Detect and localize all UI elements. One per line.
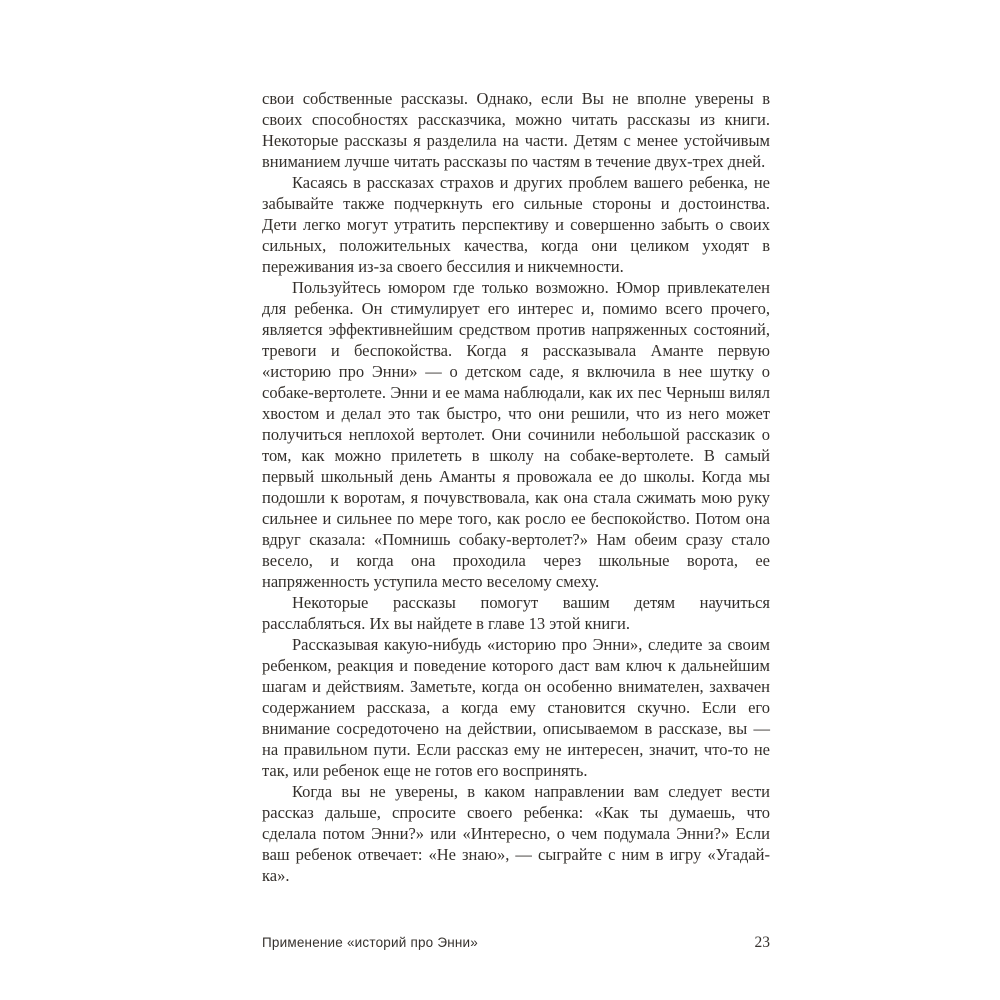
- page-footer: [262, 934, 770, 952]
- paragraph: Некоторые рассказы помогут вашим детям научиться расслабляться. Их вы найдете в главе 13 этой книги.: [262, 593, 770, 633]
- paragraph: Рассказывая какую-нибудь «историю про Энни», следите за своим ребенком, реакция и поведение которого даст вам ключ к дальнейшим шагам и действиям. Заметьте, когда он особенно внимателен, захвачен содержанием рассказа, а когда ему становится скучно. Если его внимание сосредоточено на действии, описываемом в рассказе, вы — на правильном пути. Если рассказ ему не интересен, значит, что-то не так, или ребенок еще не готов его воспринять.: [262, 635, 770, 780]
- paragraph: свои собственные рассказы. Однако, если Вы не вполне уверены в своих способностях рассказчика, можно читать рассказы из книги. Некоторые рассказы я разделила на части. Детям с менее устойчивым вниманием лучше читать рассказы по частям в течение двух-трех дней.: [262, 89, 770, 171]
- paragraph: Пользуйтесь юмором где только возможно. Юмор привлекателен для ребенка. Он стимулирует его интерес и, помимо всего прочего, является эффективнейшим средством против напряженных состояний, тревоги и беспокойства. Когда я рассказывала Аманте первую «историю про Энни» — о детском саде, я включила в нее шутку о собаке-вертолете. Энни и ее мама наблюдали, как их пес Черныш вилял хвостом и делал это так быстро, что они решили, что из него может получиться неплохой вертолет. Они сочинили небольшой рассказик о том, как можно прилететь в школу на собаке-вертолете. В самый первый школьный день Аманты я провожала ее до школы. Когда мы подошли к воротам, я почувствовала, как она стала сжимать мою руку сильнее и сильнее по мере того, как росло ее беспокойство. Потом она вдруг сказала: «Помнишь собаку-вертолет?» Нам обеим сразу стало весело, и когда она проходила через школьные ворота, ее напряженность уступила место веселому смеху.: [262, 278, 770, 591]
- page-number: 23: [754, 934, 770, 951]
- paragraph: Когда вы не уверены, в каком направлении вам следует вести рассказ дальше, спросите своего ребенка: «Как ты думаешь, что сделала потом Энни?» или «Интересно, о чем подумала Энни?» Если ваш ребенок отвечает: «Не знаю», — сыграйте с ним в игру «Угадай-ка».: [262, 782, 770, 885]
- page-text-block: [262, 88, 770, 886]
- paragraph: Касаясь в рассказах страхов и других проблем вашего ребенка, не забывайте также подчеркнуть его сильные стороны и достоинства. Дети легко могут утратить перспективу и совершенно забыть о своих сильных, положительных качества, когда они целиком уходят в переживания из-за своего бессилия и никчемности.: [262, 173, 770, 276]
- running-title: Применение «историй про Энни»: [262, 935, 478, 950]
